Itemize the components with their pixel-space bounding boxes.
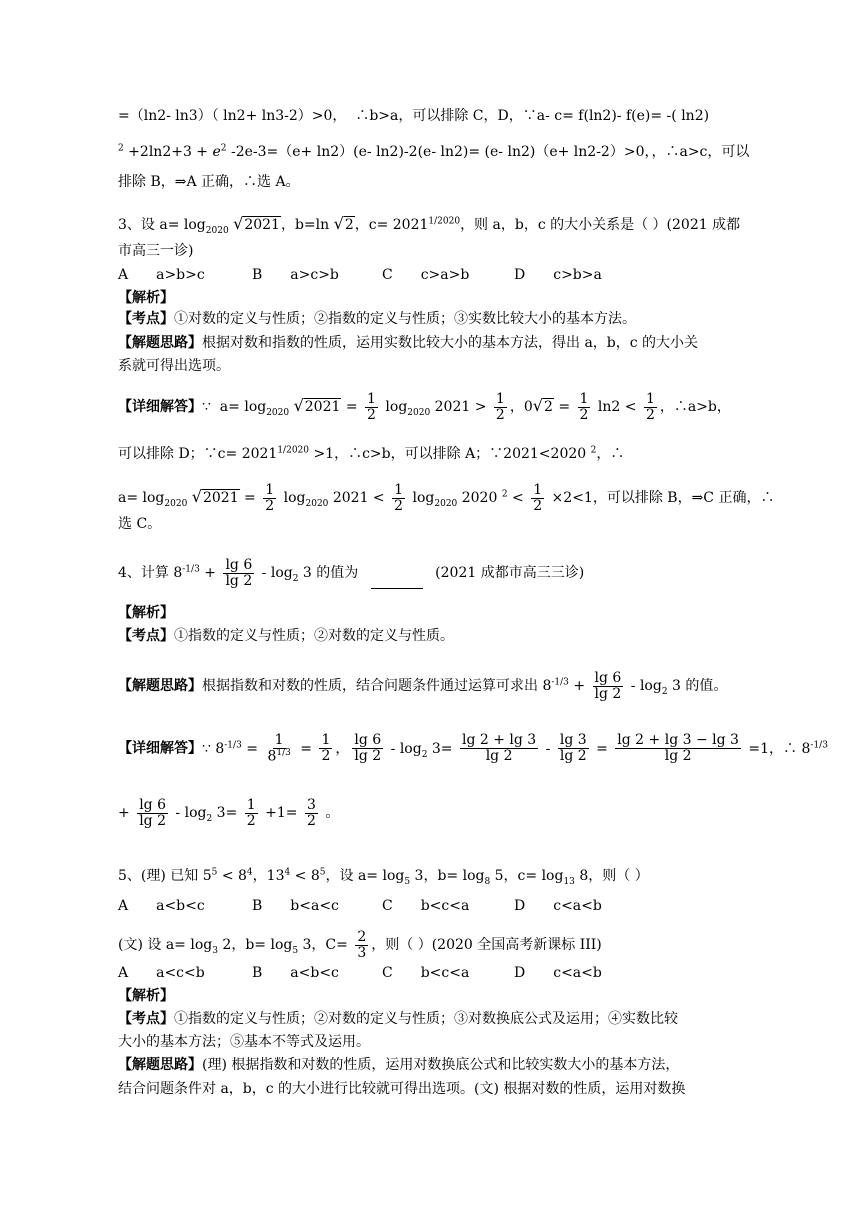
- text-line: + $\frac{\lg 6}{\lg 2}$ - $\log_2 3=$ $\frac{1}{2}$ +1= $\frac{3}{2}$ 。: [118, 797, 340, 829]
- question-5-wen: (文) 设 $a= \log_3 2$，$b= \log_5 3$，C= $\frac{2}{3}$ ，则（ ）(2020 全国高考新课标 III): [118, 929, 602, 961]
- option-b: B a>c>b: [252, 267, 339, 283]
- line-text: 结合问题条件对 a，b，c 的大小进行比较就可得出选项。(文) 根据对数的性质，运用对数换: [118, 1081, 686, 1097]
- detailed-solution: 【详细解答】∵ $8^{-1/3}$ = $\frac{1}{8^{1/3}}$ = $\frac{1}{2}$ ， $\frac{\lg 6}{\lg 2}$ - $\log_2 3=$ $\frac{\lg 2 + \lg 3}{\lg 2}$ - $\frac{\lg 3}{\lg 2}$ = $\frac{\lg 2 + \lg 3 - \lg 3}{\lg 2}$ =1，∴ $8^{-1/3}$: [118, 732, 828, 765]
- question-text: 3、设 $a= \log_{2020} √2021$，b=ln √2，$c= 2021^{1/2020}$，则 a，b，c 的大小关系是（ ）(2021 成都: [118, 213, 741, 236]
- text-line: [118, 1079, 740, 1099]
- key-points: 【考点】①指数的定义与性质；②对数的定义与性质；③对数换底公式及运用；④实数比较: [118, 1011, 678, 1027]
- question-3: [118, 211, 740, 240]
- line-text: 大小的基本方法；⑤基本不等式及运用。: [118, 1034, 370, 1050]
- option-d: D c<a<b: [514, 965, 602, 981]
- detailed-solution: 【详细解答】∵ $a= \log_{2020} √2021$ = $\frac{1}{2}$ $\log_{2020} 2021$ > $\frac{1}{2}$ ，0√2 = $\frac{1}{2}$ ln2 < $\frac{1}{2}$ ，∴a>b，: [118, 391, 731, 423]
- option-d: D c<a<b: [514, 898, 602, 914]
- option-c: C c>a>b: [382, 267, 470, 283]
- option-a: A a>b>c: [118, 267, 205, 283]
- options-row: [118, 896, 740, 916]
- option-b: B b<a<c: [252, 898, 339, 914]
- section-heading: 【解析】: [118, 605, 174, 621]
- line-text: $^2 +2\ln 2+3 + e^2$ -2e-3=（e+ ln2）(e- ln2)-2(e- ln2)= (e- ln2)（e+ ln2-2）>0，，∴a>c，可以: [118, 143, 750, 160]
- option-a: A a<c<b: [118, 965, 205, 981]
- approach: 【解题思路】根据对数和指数的性质，运用实数比较大小的基本方法，得出 a，b，c 的大小关: [118, 335, 699, 351]
- option-c: C b<c<a: [382, 965, 470, 981]
- question-source: 市高三一诊): [118, 243, 194, 259]
- options-row: [118, 963, 740, 983]
- text-line: [118, 1032, 740, 1052]
- key-points: 【考点】①对数的定义与性质；②指数的定义与性质；③实数比较大小的基本方法。: [118, 311, 636, 327]
- option-c: C b<c<a: [382, 898, 470, 914]
- approach: 【解题思路】(理) 根据指数和对数的性质，运用对数换底公式和比较实数大小的基本方法，: [118, 1057, 680, 1073]
- text-line: [118, 138, 750, 162]
- option-b: B a<b<c: [252, 965, 339, 981]
- section-heading: 【解析】: [118, 290, 174, 306]
- text-line: [118, 172, 740, 192]
- question-5: 5、(理) 已知 $5^5 < 8^4$，$13^4 < 8^5$，设 $a= \log_5 3$，$b= \log_8 5$，$c= \log_{13} 8$，则（ ）: [118, 867, 649, 887]
- text-line: 系就可得出选项。: [118, 358, 230, 374]
- approach: 【解题思路】根据指数和对数的性质，结合问题条件通过运算可求出 $8^{-1/3}$ + $\frac{\lg 6}{\lg 2}$ - $\log_2 3$ 的值。: [118, 670, 728, 702]
- section-heading: 【解析】: [118, 988, 174, 1004]
- options-row: [118, 265, 740, 285]
- text-line: 选 C。: [118, 516, 162, 532]
- text-line: [118, 241, 740, 261]
- answer-blank[interactable]: [371, 574, 423, 589]
- option-a: A a<b<c: [118, 898, 205, 914]
- option-d: D c>b>a: [514, 267, 602, 283]
- text-line: [118, 106, 740, 126]
- key-points: 【考点】①指数的定义与性质；②对数的定义与性质。: [118, 628, 454, 644]
- text-line: 可以排除 D；∵c= $2021^{1/2020} >1$，∴c>b，可以排除 A；∵2021<2020 $^2$，∴: [118, 445, 625, 462]
- line-text: 排除 B，⇒A 正确，∴选 A。: [118, 174, 300, 190]
- line-text: =（ln2- ln3）（ ln2+ ln3-2）>0， ∴b>a，可以排除 C，D，∵a- c= f(ln2)- f(e)= -( ln2): [118, 108, 710, 124]
- text-line: $a= \log_{2020} √2021$ = $\frac{1}{2}$ $\log_{2020} 2021$ < $\frac{1}{2}$ $\log_{2020} 2020$ $^2$ < $\frac{1}{2}$ ×2<1，可以排除 B，⇒C 正确，∴: [118, 482, 775, 514]
- question-4: 4、计算 $8^{-1/3}$ + $\frac{\lg 6}{\lg 2}$ - $\log_2 3$ 的值为 (2021 成都市高三三诊): [118, 557, 585, 589]
